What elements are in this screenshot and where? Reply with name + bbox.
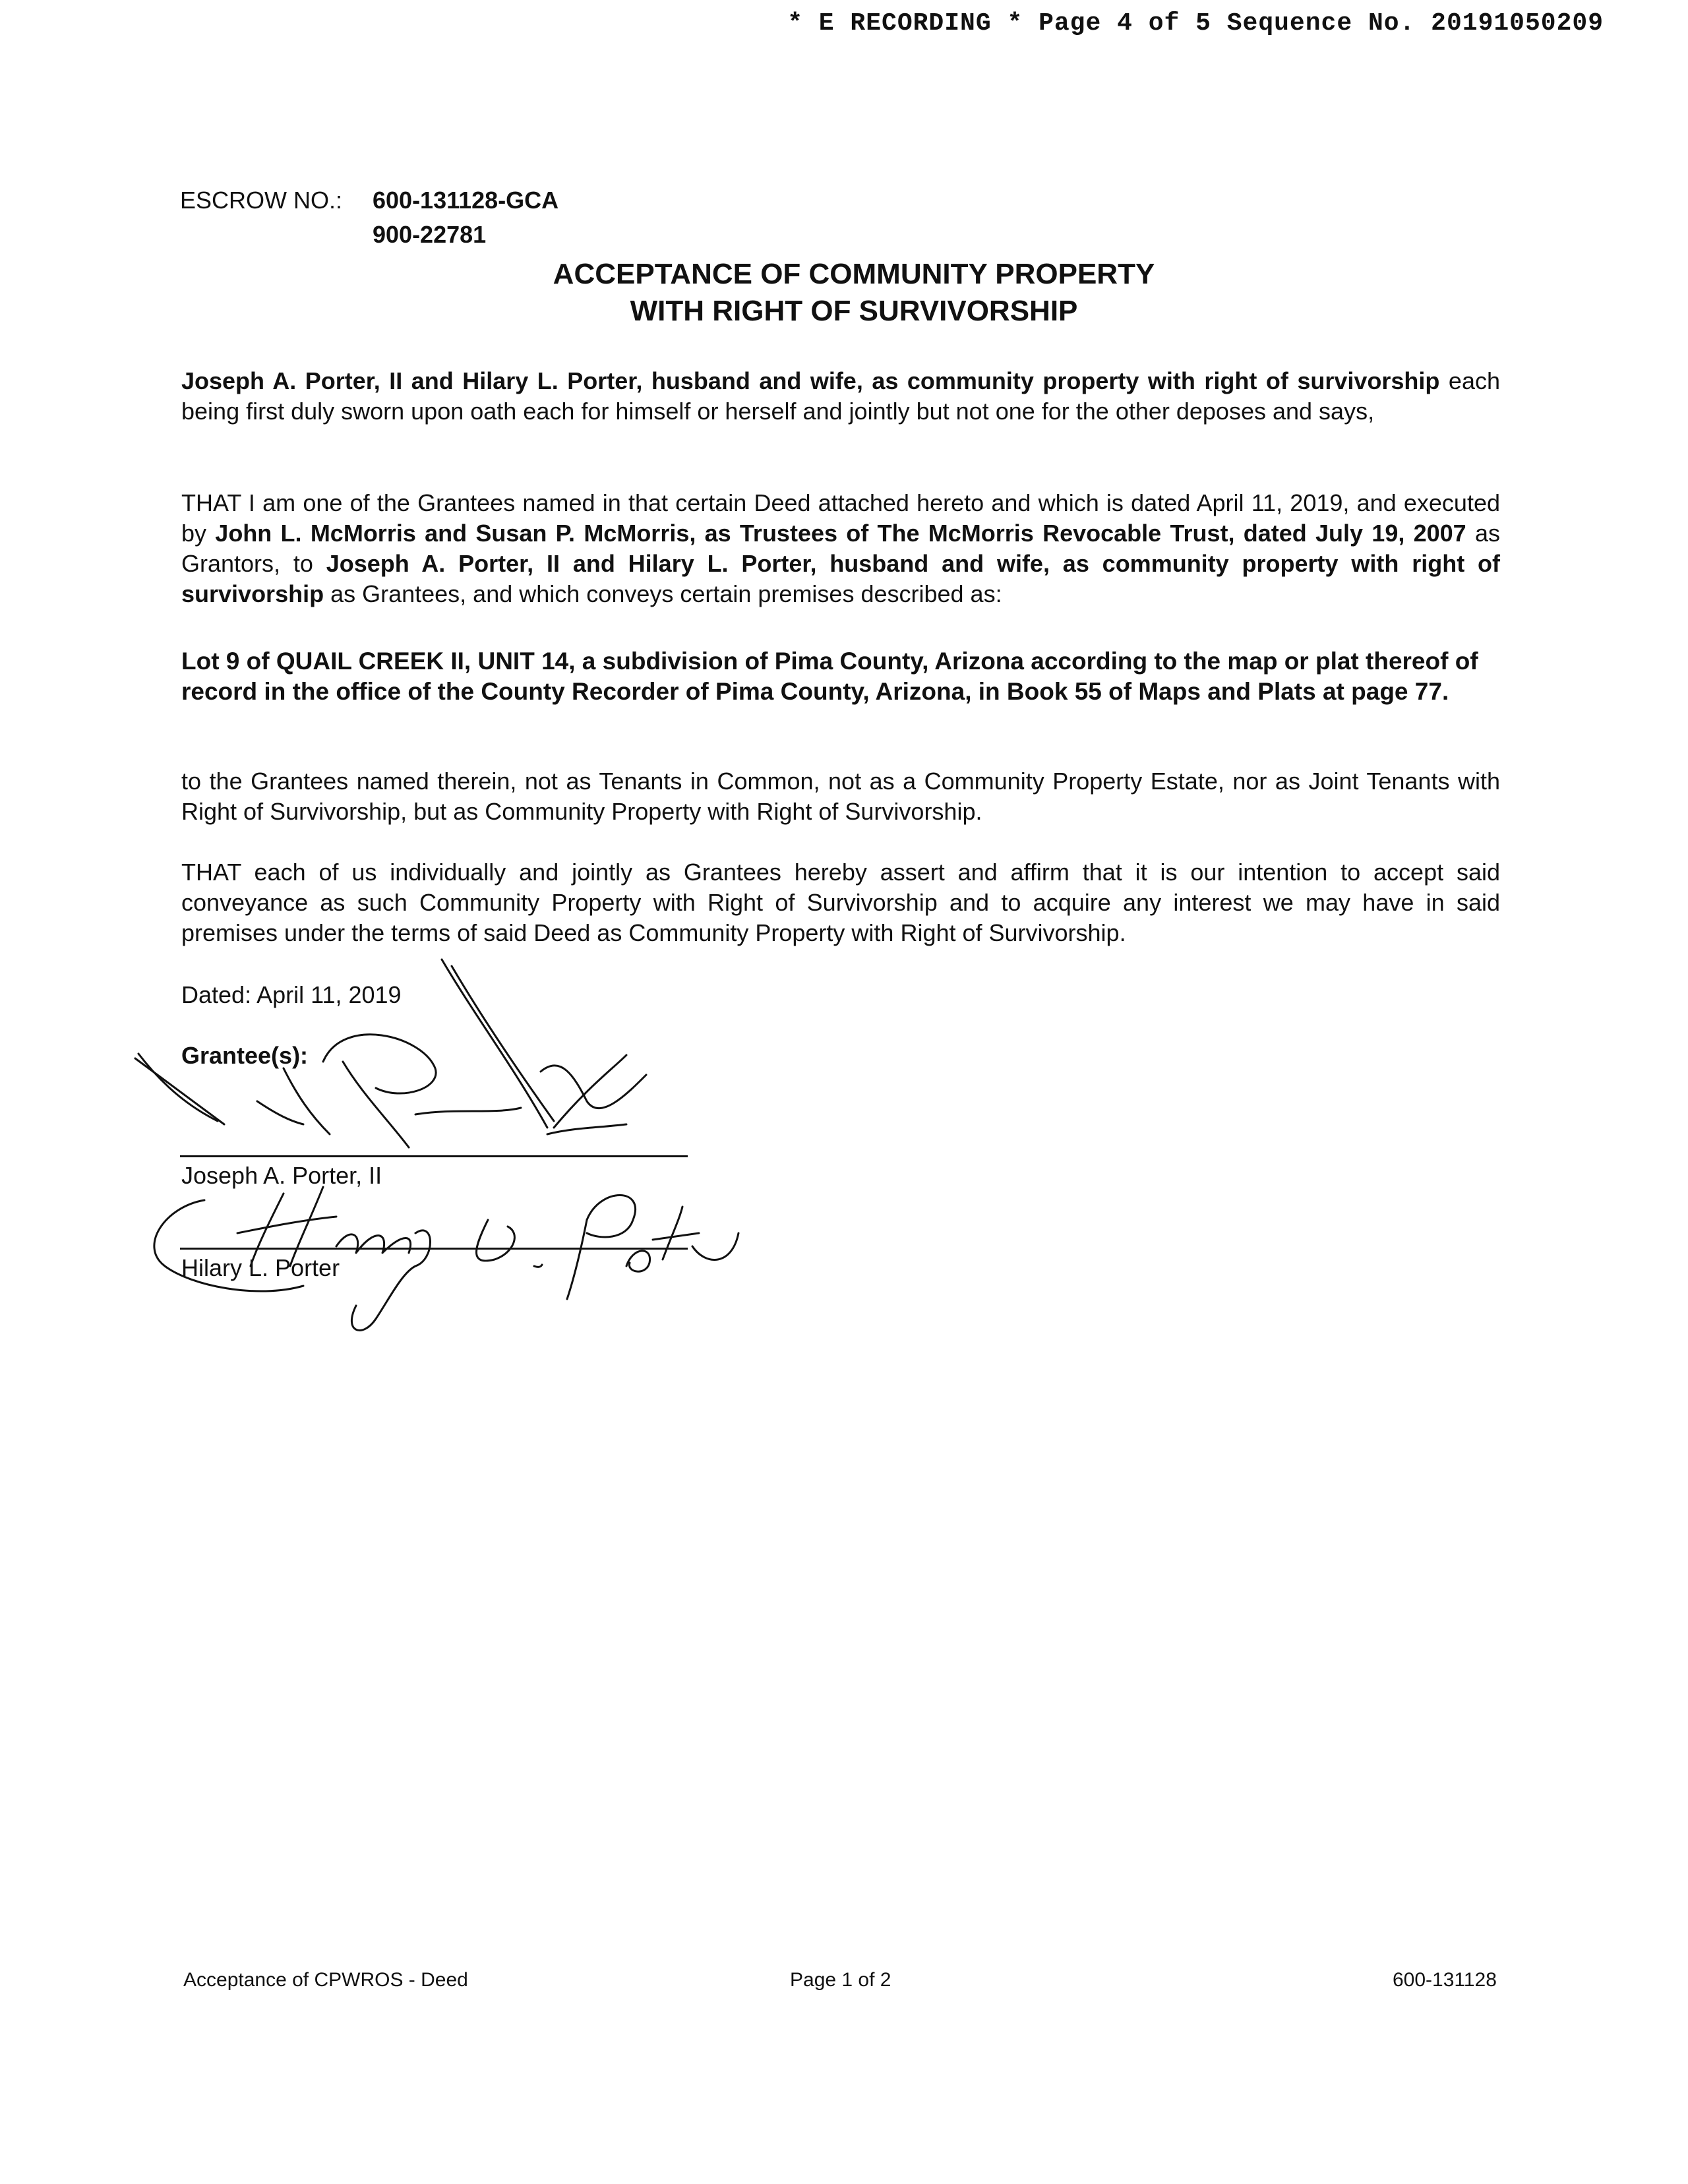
signatory-1: Joseph A. Porter, II [181,1162,382,1189]
title-line-2: WITH RIGHT OF SURVIVORSHIP [630,295,1078,327]
document-title [0,256,1688,330]
handwritten-signatures [125,956,745,1332]
escrow-block [180,183,558,252]
affiant-paragraph [181,366,1500,427]
recording-stamp: * E RECORDING * Page 4 of 5 Sequence No. 20191050209 [787,9,1604,38]
grantors-names: John L. McMorris and Susan P. McMorris, as Trustees of The McMorris Revocable Trust, dated July 19, 2007 [215,520,1466,547]
footer-escrow-ref: 600-131128 [1393,1969,1497,1991]
legal-description: Lot 9 of QUAIL CREEK II, UNIT 14, a subdivision of Pima County, Arizona according to the map or plat thereof of record in the office of the County Recorder of Pima County, Arizona, in Book 55 of Maps and Plats at page 77. [181,648,1478,705]
affirmation-paragraph: THAT each of us individually and jointly as Grantees hereby assert and affirm that it is our intention to accept said conveyance as such Community Property with Right of Survivorship and to acquire any interest we may have in said premises under the terms of said Deed as Community Property with Right of Survivorship. [181,859,1500,946]
escrow-number-secondary: 900-22781 [373,221,487,248]
signatory-2: Hilary L. Porter [181,1254,340,1281]
footer-document-name: Acceptance of CPWROS - Deed [183,1969,468,1991]
grantees-label: Grantee(s): [181,1042,309,1069]
grantees-names: Joseph A. Porter, II and Hilary L. Porter, husband and wife, as community property with right of survivorship [181,550,1501,607]
deed-connector-text: as Grantors, to [181,520,1501,577]
tenancy-paragraph: to the Grantees named therein, not as Tenants in Common, not as a Community Property Estate, nor as Joint Tenants with Right of Survivorship, but as Community Property with Right of Survivorship. [181,768,1500,825]
escrow-number-primary: 600-131128-GCA [373,187,559,214]
deed-closing-text: as Grantees, and which conveys certain premises described as: [324,580,1002,607]
deed-intro-text: THAT I am one of the Grantees named in that certain Deed attached hereto and which is dated April 11, 2019, and executed by [181,489,1500,547]
affiant-names: Joseph A. Porter, II and Hilary L. Porter, husband and wife, as community property with right of survivorship [181,367,1440,394]
title-line-1: ACCEPTANCE OF COMMUNITY PROPERTY [553,258,1155,290]
dated-line: Dated: April 11, 2019 [181,981,402,1008]
escrow-label: ESCROW NO.: [180,187,343,214]
footer-page-number: Page 1 of 2 [790,1969,891,1991]
deed-reference-paragraph [181,488,1500,609]
oath-text: each being first duly sworn upon oath each for himself or herself and jointly but not one for the other deposes and says, [181,367,1500,425]
